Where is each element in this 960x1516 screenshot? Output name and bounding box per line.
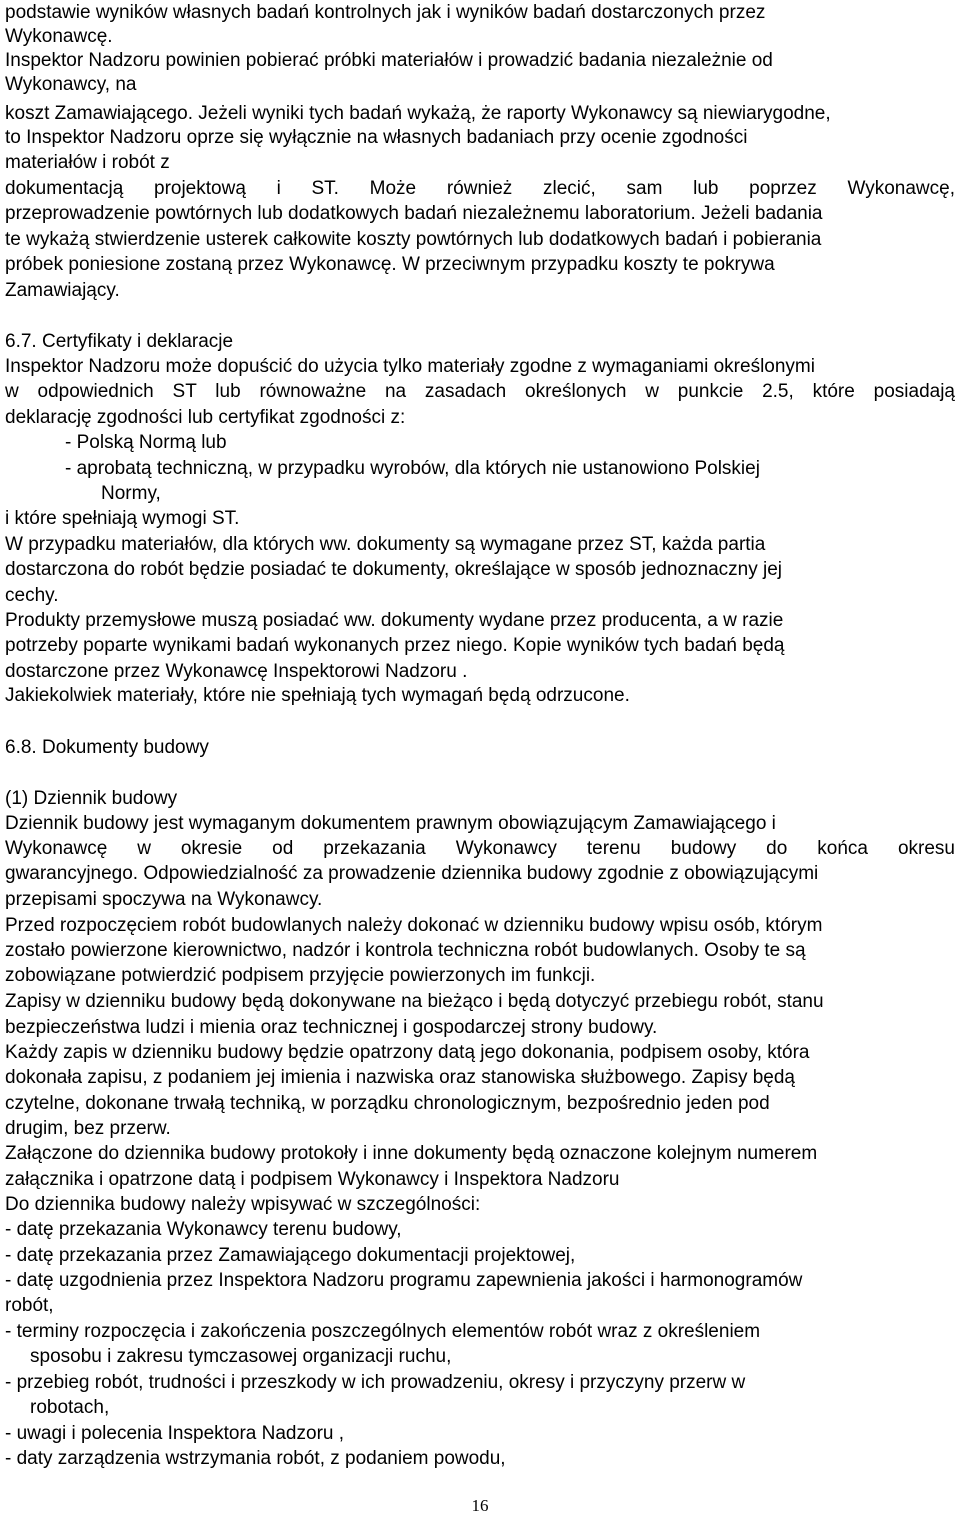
text-line: koszt Zamawiającego. Jeżeli wyniki tych badań wykażą, że raporty Wykonawcy są niewiarygodne, bbox=[5, 103, 831, 124]
text-line: Dziennik budowy jest wymaganym dokumentem prawnym obowiązującym Zamawiającego i bbox=[5, 813, 776, 834]
text-line: Zapisy w dzienniku budowy będą dokonywane na bieżąco i będą dotyczyć przebiegu robót, stanu bbox=[5, 991, 824, 1012]
text-line: materiałów i robót z bbox=[5, 152, 170, 173]
text-line: zobowiązane potwierdzić podpisem przyjęcie powierzonych im funkcji. bbox=[5, 965, 596, 986]
text-line: cechy. bbox=[5, 585, 59, 606]
text-line: Inspektor Nadzoru może dopuścić do użycia tylko materiały zgodne z wymaganiami określonymi bbox=[5, 356, 815, 377]
text-line: podstawie wyników własnych badań kontrolnych jak i wyników badań dostarczonych przez bbox=[5, 2, 766, 23]
text-line: dokumentacją projektową i ST. Może również zlecić, sam lub poprzez Wykonawcę, bbox=[5, 178, 955, 199]
text-line: załącznika i opatrzone datą i podpisem Wykonawcy i Inspektora Nadzoru bbox=[5, 1169, 620, 1190]
text-line: te wykażą stwierdzenie usterek całkowite koszty powtórnych lub dodatkowych badań i pobierania bbox=[5, 229, 822, 250]
text-line: Normy, bbox=[101, 483, 161, 504]
text-line: Wykonawcę w okresie od przekazania Wykonawcy terenu budowy do końca okresu bbox=[5, 838, 955, 859]
text-line: Zamawiający. bbox=[5, 280, 120, 301]
text-line: - daty zarządzenia wstrzymania robót, z podaniem powodu, bbox=[5, 1448, 506, 1469]
text-line: dokonała zapisu, z podaniem jej imienia i nazwiska oraz stanowiska służbowego. Zapisy będą bbox=[5, 1067, 795, 1088]
text-line: robotach, bbox=[30, 1397, 110, 1418]
text-line: i które spełniają wymogi ST. bbox=[5, 508, 240, 529]
text-line: potrzeby poparte wynikami badań wykonanych przez niego. Kopie wyników tych badań będą bbox=[5, 635, 785, 656]
text-line: - Polską Normą lub bbox=[65, 432, 227, 453]
text-line: to Inspektor Nadzoru oprze się wyłącznie na własnych badaniach przy ocenie zgodności bbox=[5, 127, 748, 148]
text-line: Produkty przemysłowe muszą posiadać ww. dokumenty wydane przez producenta, a w razie bbox=[5, 610, 784, 631]
text-line: drugim, bez przerw. bbox=[5, 1118, 171, 1139]
text-line: sposobu i zakresu tymczasowej organizacji ruchu, bbox=[30, 1346, 452, 1367]
text-line: - datę przekazania Wykonawcy terenu budowy, bbox=[5, 1219, 402, 1240]
text-line: - aprobatą techniczną, w przypadku wyrobów, dla których nie ustanowiono Polskiej bbox=[65, 458, 760, 479]
text-line: przepisami spoczywa na Wykonawcy. bbox=[5, 889, 323, 910]
text-line: Jakiekolwiek materiały, które nie spełniają tych wymagań będą odrzucone. bbox=[5, 685, 630, 706]
text-line: W przypadku materiałów, dla których ww. dokumenty są wymagane przez ST, każda partia bbox=[5, 534, 766, 555]
text-line: przeprowadzenie powtórnych lub dodatkowych badań niezależnemu laboratorium. Jeżeli badania bbox=[5, 203, 823, 224]
text-line: deklarację zgodności lub certyfikat zgodności z: bbox=[5, 407, 406, 428]
text-line: - przebieg robót, trudności i przeszkody w ich prowadzeniu, okresy i przyczyny przerw w bbox=[5, 1372, 746, 1393]
text-line: gwarancyjnego. Odpowiedzialność za prowadzenie dziennika budowy zgodnie z obowiązującymi bbox=[5, 863, 819, 884]
text-line: - datę przekazania przez Zamawiającego dokumentacji projektowej, bbox=[5, 1245, 576, 1266]
text-line: Każdy zapis w dzienniku budowy będzie opatrzony datą jego dokonania, podpisem osoby, która bbox=[5, 1042, 810, 1063]
text-line: dostarczone przez Wykonawcę Inspektorowi Nadzoru . bbox=[5, 661, 468, 682]
text-line: - uwagi i polecenia Inspektora Nadzoru , bbox=[5, 1423, 345, 1444]
text-line: - datę uzgodnienia przez Inspektora Nadzoru programu zapewnienia jakości i harmonogramów bbox=[5, 1270, 803, 1291]
text-line: Wykonawcy, na bbox=[5, 74, 137, 95]
text-line: Do dziennika budowy należy wpisywać w szczególności: bbox=[5, 1194, 481, 1215]
text-line: dostarczona do robót będzie posiadać te dokumenty, określające w sposób jednoznaczny jej bbox=[5, 559, 783, 580]
text-line: Przed rozpoczęciem robót budowlanych należy dokonać w dzienniku budowy wpisu osób, którym bbox=[5, 915, 823, 936]
text-line: Załączone do dziennika budowy protokoły i inne dokumenty będą oznaczone kolejnym numerem bbox=[5, 1143, 818, 1164]
text-line: bezpieczeństwa ludzi i mienia oraz technicznej i gospodarczej strony budowy. bbox=[5, 1017, 658, 1038]
text-line: 6.7. Certyfikaty i deklaracje bbox=[5, 331, 234, 352]
text-line: w odpowiednich ST lub równoważne na zasadach określonych w punkcie 2.5, które posiadają bbox=[5, 381, 955, 402]
text-line: - terminy rozpoczęcia i zakończenia poszczególnych elementów robót wraz z określeniem bbox=[5, 1321, 761, 1342]
text-line: 6.8. Dokumenty budowy bbox=[5, 737, 209, 758]
text-line: próbek poniesione zostaną przez Wykonawcę. W przeciwnym przypadku koszty te pokrywa bbox=[5, 254, 775, 275]
text-line: zostało powierzone kierownictwo, nadzór i kontrola techniczna robót budowlanych. Osoby te są bbox=[5, 940, 806, 961]
text-line: Wykonawcę. bbox=[5, 26, 113, 47]
text-line: czytelne, dokonane trwałą techniką, w porządku chronologicznym, bezpośrednio jeden pod bbox=[5, 1093, 770, 1114]
text-line: robót, bbox=[5, 1295, 54, 1316]
page-number: 16 bbox=[471, 1496, 489, 1515]
text-line: Inspektor Nadzoru powinien pobierać próbki materiałów i prowadzić badania niezależnie od bbox=[5, 50, 773, 71]
text-line: (1) Dziennik budowy bbox=[5, 788, 178, 809]
